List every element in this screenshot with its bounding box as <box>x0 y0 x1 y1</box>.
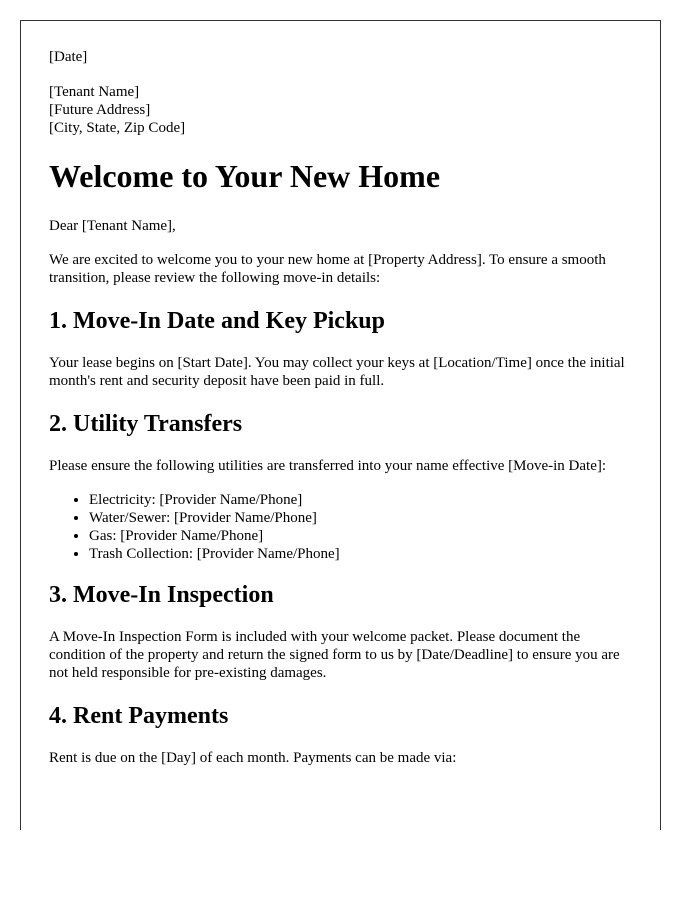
utilities-list <box>49 491 632 563</box>
letter-page <box>20 20 661 830</box>
recipient-street: [Future Address] <box>49 102 151 118</box>
section-heading-rent: 4. Rent Payments <box>49 703 229 729</box>
salutation: Dear [Tenant Name], <box>49 218 176 234</box>
recipient-city: [City, State, Zip Code] <box>49 120 186 136</box>
section-heading-utilities: 2. Utility Transfers <box>49 411 243 437</box>
list-item: • Trash Collection: [Provider Name/Phone] <box>89 545 632 563</box>
intro-paragraph: We are excited to welcome you to your new home at [Property Address]. To ensure a smooth transition, please review the following move-in details: <box>49 252 606 286</box>
letter-title: Welcome to Your New Home <box>49 158 441 194</box>
section-body-rent: Rent is due on the [Day] of each month. Payments can be made via: <box>49 750 457 766</box>
list-item: • Water/Sewer: [Provider Name/Phone] <box>89 509 632 527</box>
section-body-inspection: A Move-In Inspection Form is included with your welcome packet. Please document the condition of the property and return the signed form to us by [Date/Deadline] to ensure you are not held responsible for pre-existing damages. <box>49 629 620 681</box>
section-heading-inspection: 3. Move-In Inspection <box>49 582 274 608</box>
section-body-utilities: Please ensure the following utilities are transferred into your name effective [Move-in Date]: <box>49 458 607 474</box>
list-item: • Gas: [Provider Name/Phone] <box>89 527 632 545</box>
letter-date: [Date] <box>49 49 88 65</box>
recipient-address <box>49 83 632 137</box>
section-body-move-in: Your lease begins on [Start Date]. You may collect your keys at [Location/Time] once the initial month's rent and security deposit have been paid in full. <box>49 355 625 389</box>
recipient-name: [Tenant Name] <box>49 84 140 100</box>
section-heading-move-in: 1. Move-In Date and Key Pickup <box>49 308 385 334</box>
list-item: • Electricity: [Provider Name/Phone] <box>89 491 632 509</box>
